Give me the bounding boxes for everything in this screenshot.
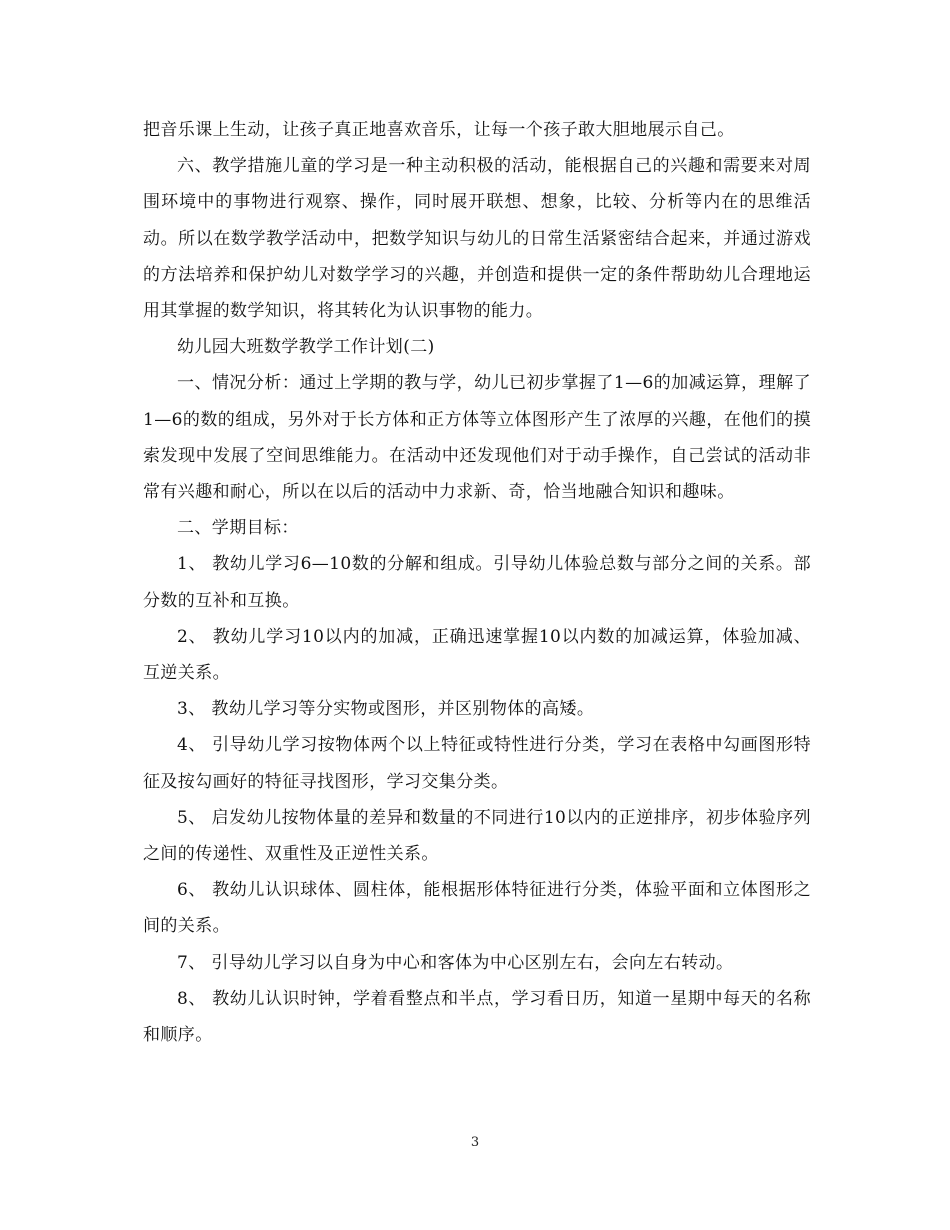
goal-item-3: 3、 教幼儿学习等分实物或图形，并区别物体的高矮。 (177, 699, 595, 720)
goal-item-4: 4、 引导幼儿学习按物体两个以上特征或特性进行分类，学习在表格中勾画图形特征及按勾画好的特征寻找图形，学习交集分类。 (143, 735, 811, 792)
paragraph-continuation: 把音乐课上生动，让孩子真正地喜欢音乐，让每一个孩子敢大胆地展示自己。 (143, 120, 735, 140)
section-title: 幼儿园大班数学教学工作计划(二) (177, 337, 435, 358)
paragraph-teaching-measures: 六、教学措施儿童的学习是一种主动积极的活动，能根据自己的兴趣和需要来对周围环境中的事物进行观察、操作，同时展开联想、想象，比较、分析等内在的思维活动。所以在数学教学活动中，把数学知识与幼儿的日常生活紧密结合起来，并通过游戏的方法培养和保护幼儿对数学学习的兴趣，并创造和提供一定的条件帮助幼儿合理地运用其掌握的数学知识，将其转化为认识事物的能力。 (143, 156, 811, 322)
goal-item-5: 5、 启发幼儿按物体量的差异和数量的不同进行10以内的正逆排序，初步体验序列之间的传递性、双重性及正逆性关系。 (143, 807, 811, 865)
document-body (143, 112, 811, 1053)
goal-item-1: 1、 教幼儿学习6—10数的分解和组成。引导幼儿体验总数与部分之间的关系。部分数的互补和互换。 (143, 554, 811, 611)
goal-item-8: 8、 教幼儿认识时钟，学着看整点和半点，学习看日历，知道一星期中每天的名称和顺序。 (143, 988, 811, 1046)
heading-semester-goals: 二、学期目标： (177, 518, 299, 539)
goal-item-2: 2、 教幼儿学习10以内的加减，正确迅速掌握10以内数的加减运算，体验加减、互逆关系。 (143, 626, 811, 684)
goal-item-7: 7、 引导幼儿学习以自身为中心和客体为中心区别左右，会向左右转动。 (177, 952, 734, 973)
paragraph-situation-analysis: 一、情况分析：通过上学期的教与学，幼儿已初步掌握了1—6的加减运算，理解了1—6的数的组成，另外对于长方体和正方体等立体图形产生了浓厚的兴趣，在他们的摸索发现中发展了空间思维能力。在活动中还发现他们对于动手操作，自己尝试的活动非常有兴趣和耐心，所以在以后的活动中力求新、奇，恰当地融合知识和趣味。 (143, 373, 811, 503)
page-number: 3 (470, 1135, 480, 1150)
goal-item-6: 6、 教幼儿认识球体、圆柱体，能根据形体特征进行分类，体验平面和立体图形之间的关系。 (143, 880, 811, 937)
